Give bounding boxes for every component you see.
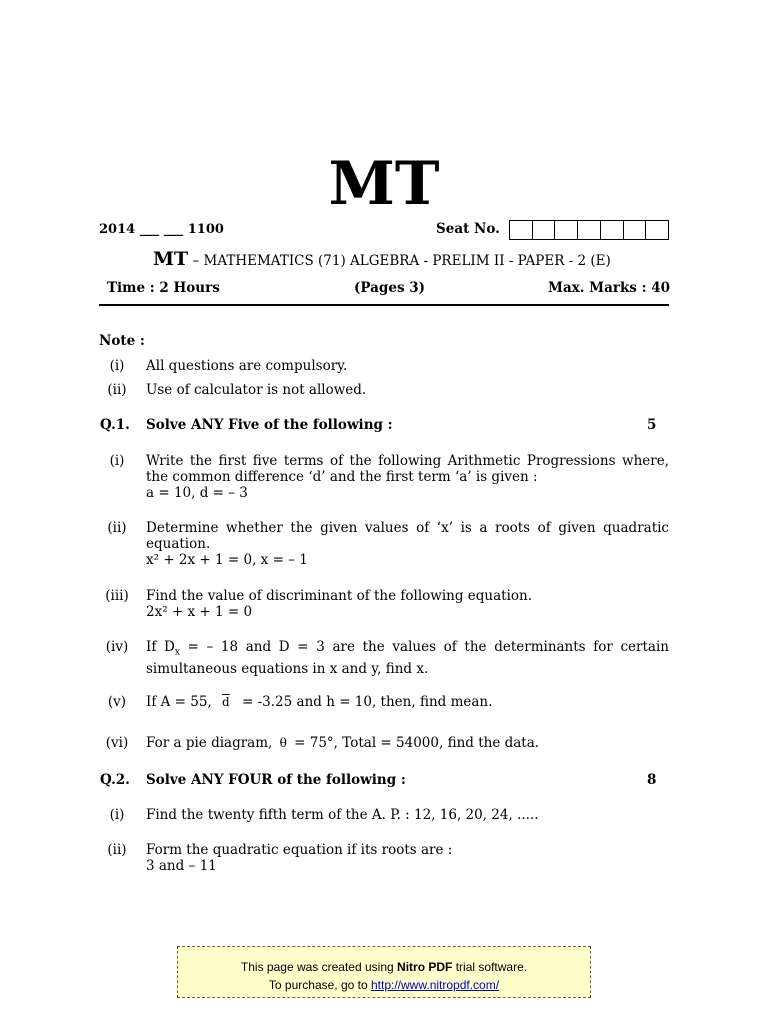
text-fragment: If D — [146, 639, 175, 655]
text-fragment: = – 18 and D = 3 are the values of the determinants for certain — [179, 639, 669, 655]
question-marks: 5 — [647, 417, 657, 433]
exam-logo: MT — [328, 149, 440, 219]
text-fragment: For a pie diagram, — [146, 735, 273, 751]
sub-question-number: (iv) — [105, 639, 129, 655]
text-line: 3 and – 11 — [146, 858, 217, 874]
subscript: x — [174, 647, 180, 658]
notice-line-1 — [178, 958, 590, 976]
notice-product-name: Nitro PDF — [397, 960, 453, 974]
text-line: Determine whether the given values of ‘x’ is a roots of given quadratic — [146, 520, 669, 536]
sub-question-number: (iii) — [105, 588, 129, 604]
question-label: Q.2. — [100, 772, 130, 788]
question-title: Solve ANY FOUR of the following : — [146, 772, 406, 788]
sub-question-text — [146, 588, 669, 620]
header-divider — [99, 304, 669, 306]
text-line: a = 10, d = – 3 — [146, 485, 248, 501]
note-text: All questions are compulsory. — [146, 358, 348, 374]
seat-number-label: Seat No. — [436, 221, 500, 237]
notice-text: To purchase, go to — [268, 978, 368, 992]
sub-question-number: (ii) — [107, 520, 127, 536]
exam-code: 2014 ___ ___ 1100 — [99, 222, 224, 237]
sub-question-number: (ii) — [107, 842, 127, 858]
sub-question-number: (i) — [109, 807, 125, 823]
text-fragment: = -3.25 and h = 10, then, find mean. — [242, 694, 493, 710]
notice-text: This page was created using — [240, 960, 394, 974]
text-line: Form the quadratic equation if its roots are : — [146, 842, 453, 858]
sub-question-text: Find the twenty fifth term of the A. P. : 12, 16, 20, 24, ..... — [146, 807, 539, 823]
sub-question-number: (i) — [109, 453, 125, 469]
trial-software-notice — [177, 946, 591, 998]
page-count: (Pages 3) — [354, 280, 426, 296]
notice-line-2 — [178, 976, 590, 994]
question-label: Q.1. — [100, 417, 130, 433]
text-line: Write the first five terms of the following Arithmetic Progressions where, — [146, 453, 669, 469]
max-marks: Max. Marks : 40 — [548, 280, 671, 296]
sub-question-text — [146, 842, 669, 874]
sub-question-text — [146, 453, 669, 501]
sub-question-text — [146, 735, 539, 751]
notice-text: trial software. — [455, 960, 528, 974]
nitro-purchase-link[interactable]: http://www.nitropdf.com/ — [371, 978, 500, 992]
text-fragment: If A = 55, — [146, 694, 212, 710]
note-title: Note : — [99, 333, 145, 349]
note-text: Use of calculator is not allowed. — [146, 382, 367, 398]
note-number: (ii) — [107, 382, 127, 398]
text-line: equation. — [146, 536, 211, 552]
text-line: the common difference ‘d’ and the first term ‘a’ is given : — [146, 469, 538, 485]
sub-question-text — [146, 694, 492, 710]
text-line: 2x² + x + 1 = 0 — [146, 604, 253, 620]
text-fragment: = 75°, Total = 54000, find the data. — [294, 735, 540, 751]
text-line: x² + 2x + 1 = 0, x = – 1 — [146, 552, 308, 568]
text-line: simultaneous equations in x and y, find x. — [146, 660, 429, 677]
subject-prefix: MT — [153, 248, 189, 270]
sub-question-text — [146, 639, 669, 677]
text-line — [146, 639, 669, 661]
seat-number-boxes — [509, 220, 669, 240]
question-title: Solve ANY Five of the following : — [146, 417, 393, 433]
d-bar-symbol: $\overline{d}$ — [222, 695, 230, 709]
note-number: (i) — [109, 358, 125, 374]
time-allowed: Time : 2 Hours — [107, 280, 220, 296]
subject-line — [153, 248, 611, 270]
theta-symbol: θ — [279, 736, 287, 750]
sub-question-text — [146, 520, 669, 568]
question-marks: 8 — [647, 772, 657, 788]
sub-question-number: (v) — [107, 694, 127, 710]
subject-title: – MATHEMATICS (71) ALGEBRA - PRELIM II - PAPER - 2 (E) — [192, 253, 611, 269]
sub-question-number: (vi) — [105, 735, 129, 751]
text-line: Find the value of discriminant of the following equation. — [146, 588, 533, 604]
